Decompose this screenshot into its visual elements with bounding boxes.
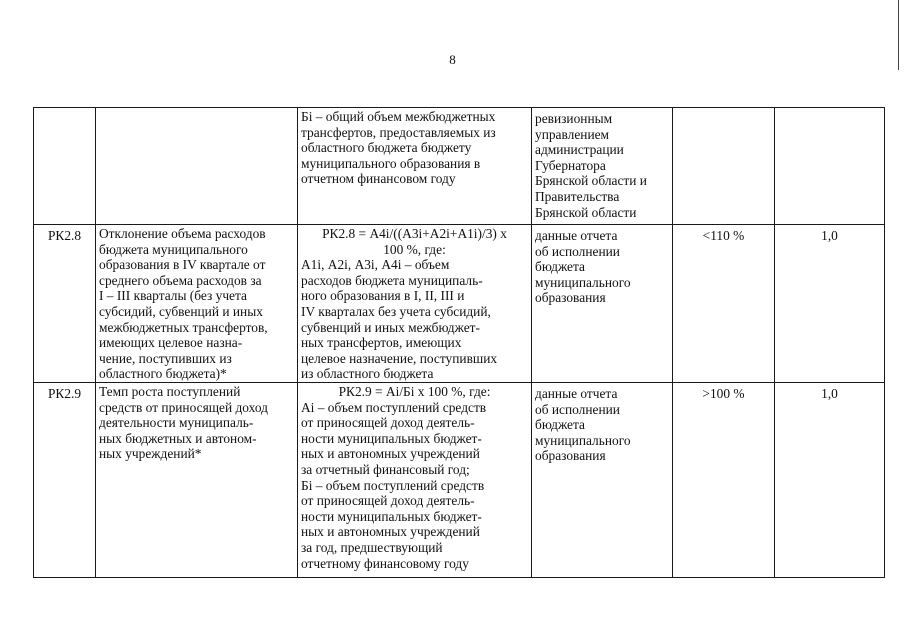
indicator-name-line: чение, поступивших из — [99, 350, 232, 366]
data-source-line: бюджета — [535, 417, 585, 433]
indicator-name-line: ных бюджетных и автоном- — [99, 430, 257, 446]
data-source-line: администрации — [535, 142, 624, 158]
indicator-name-line: Темп роста поступлений — [99, 384, 241, 399]
threshold-value: >100 % — [673, 383, 775, 578]
formula-line: за отчетный финансовый год; — [301, 461, 470, 477]
indicators-table-body — [34, 108, 885, 578]
formula-line: целевое назначение, поступивших — [301, 350, 498, 366]
formula-line: Аi – объем поступлений средств — [301, 399, 487, 415]
table-row — [34, 108, 885, 225]
formula-line: ных трансфертов, имеющих — [301, 335, 462, 351]
indicator-name-line: Отклонение объема расходов — [99, 226, 266, 241]
weight-value: 1,0 — [775, 225, 885, 383]
data-source-line: Правительства — [535, 188, 620, 204]
indicators-table — [33, 107, 885, 578]
data-source-line: Брянской области — [535, 204, 637, 220]
formula-cell — [298, 383, 532, 578]
formula-line: ного образования в I, II, III и — [301, 288, 465, 304]
indicator-name-line: областного бюджета)* — [99, 366, 227, 382]
data-source-cell — [532, 108, 673, 225]
formula-line: от приносящей доход деятель- — [301, 415, 475, 431]
data-source-cell — [532, 383, 673, 578]
indicator-name-line: средств от приносящей доход — [99, 399, 268, 415]
data-source-line: муниципального — [535, 432, 631, 448]
indicator-name-line: межбюджетных трансфертов, — [99, 319, 268, 335]
formula-heading-line: РК2.9 = Аi/Бi х 100 %, где: — [338, 384, 491, 399]
formula-line: ности муниципальных бюджет- — [301, 430, 482, 446]
data-source-line: об исполнении — [535, 401, 620, 417]
data-source-line: муниципального — [535, 274, 631, 290]
table-row — [34, 383, 885, 578]
indicator-name-cell — [96, 225, 298, 383]
indicator-name-line: субсидий, субвенций и иных — [99, 303, 263, 319]
indicator-name-line: среднего объема расходов за — [99, 272, 262, 288]
formula-line: субвенций и иных межбюджет- — [301, 319, 480, 335]
indicator-name-line: ных учреждений* — [99, 446, 202, 462]
data-source-line: образования — [535, 448, 606, 464]
indicator-name-line: имеющих целевое назна- — [99, 335, 243, 351]
formula-cell — [298, 108, 532, 225]
formula-line: из областного бюджета — [301, 366, 434, 382]
data-source-line: бюджета — [535, 259, 585, 275]
indicator-name-cell — [96, 108, 298, 225]
formula-line: ности муниципальных бюджет- — [301, 508, 482, 524]
formula-line: отчетному финансовому году — [301, 555, 469, 571]
data-source-cell — [532, 225, 673, 383]
data-source-line: данные отчета — [535, 386, 618, 401]
formula-line: от приносящей доход деятель- — [301, 493, 475, 509]
indicators-table-wrapper — [33, 107, 884, 578]
formula-line: расходов бюджета муниципаль- — [301, 272, 483, 288]
indicator-code: РК2.8 — [34, 225, 96, 383]
threshold-value — [673, 108, 775, 225]
indicator-code — [34, 108, 96, 225]
indicator-name-line: образования в IV квартале от — [99, 257, 266, 273]
formula-line: за год, предшествующий — [301, 539, 443, 555]
data-source-line: образования — [535, 290, 606, 306]
weight-value — [775, 108, 885, 225]
data-source-line: Брянской области и — [535, 173, 647, 189]
formula-line: Бi – общий объем межбюджетных — [301, 109, 496, 124]
formula-line: отчетном финансовом году — [301, 171, 456, 187]
formula-line: областного бюджета бюджету — [301, 140, 472, 156]
formula-heading-line: РК2.8 = А4i/((А3i+А2i+А1i)/3) х — [322, 226, 507, 241]
formula-line: ных и автономных учреждений — [301, 524, 480, 540]
indicator-code: РК2.9 — [34, 383, 96, 578]
formula-line: А1i, А2i, А3i, А4i – объем — [301, 257, 450, 273]
data-source-line: Губернатора — [535, 157, 606, 173]
formula-line: муниципального образования в — [301, 155, 481, 171]
indicator-name-line: деятельности муниципаль- — [99, 415, 254, 431]
data-source-line: ревизионным — [535, 111, 613, 126]
data-source-line: управлением — [535, 126, 610, 142]
indicator-name-line: бюджета муниципального — [99, 241, 248, 257]
data-source-line: об исполнении — [535, 243, 620, 259]
threshold-value: <110 % — [673, 225, 775, 383]
formula-line: IV кварталах без учета субсидий, — [301, 303, 491, 319]
data-source-line: данные отчета — [535, 228, 618, 243]
formula-line: ных и автономных учреждений — [301, 446, 480, 462]
table-row — [34, 225, 885, 383]
indicator-name-cell — [96, 383, 298, 578]
formula-heading-line: 100 %, где: — [383, 241, 446, 257]
indicator-name-line: I – III кварталы (без учета — [99, 288, 247, 304]
page-number: 8 — [449, 52, 456, 67]
formula-line: Бi – объем поступлений средств — [301, 477, 485, 493]
formula-cell — [298, 225, 532, 383]
scan-edge-line — [898, 0, 899, 70]
formula-line: трансфертов, предоставляемых из — [301, 124, 496, 140]
weight-value: 1,0 — [775, 383, 885, 578]
